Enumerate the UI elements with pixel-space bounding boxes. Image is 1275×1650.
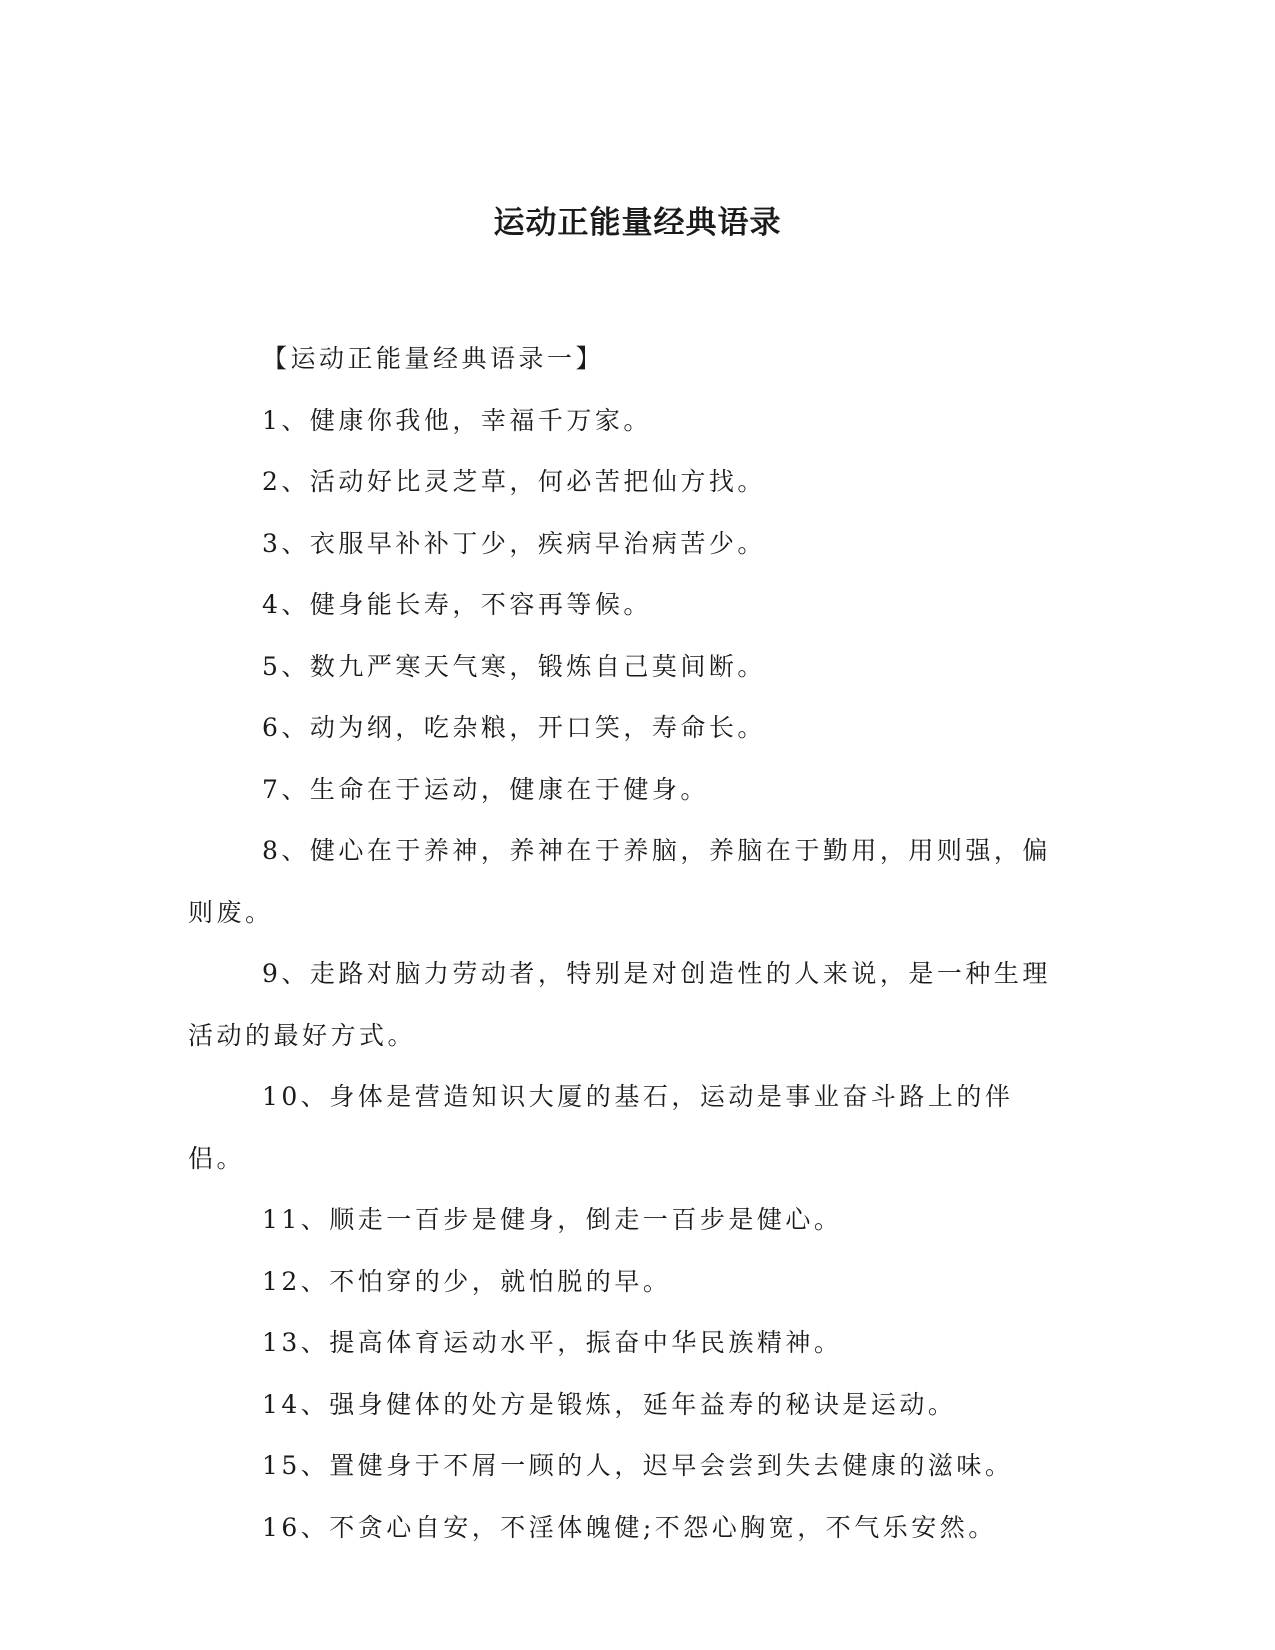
quote-item: 11、顺走一百步是健身，倒走一百步是健心。 [262,1205,843,1234]
quote-item: 9、走路对脑力劳动者，特别是对创造性的人来说，是一种生理活动的最好方式。 [188,959,1051,1050]
document-title: 运动正能量经典语录 [493,205,782,241]
quote-item: 2、活动好比灵芝草，何必苦把仙方找。 [262,467,766,496]
quote-item: 12、不怕穿的少，就怕脱的早。 [262,1266,672,1296]
quote-item: 8、健心在于养神，养神在于养脑，养脑在于勤用，用则强，偏则废。 [188,836,1051,927]
quote-item: 4、健身能长寿，不容再等候。 [262,590,652,619]
section-heading: 【运动正能量经典语录一】 [262,344,605,373]
quote-item: 6、动为纲，吃杂粮，开口笑，寿命长。 [262,713,766,742]
quote-item: 15、置健身于不屑一顾的人，迟早会尝到失去健康的滋味。 [262,1451,1014,1480]
quote-item: 5、数九严寒天气寒，锻炼自己莫间断。 [262,651,766,681]
quote-item: 1、健康你我他，幸福千万家。 [262,405,652,435]
document-body [188,328,1068,1558]
quote-item: 14、强身健体的处方是锻炼，延年益寿的秘诀是运动。 [262,1389,957,1419]
quote-item: 7、生命在于运动，健康在于健身。 [262,774,709,804]
quote-item: 16、不贪心自安，不淫体魄健;不怨心胸宽，不气乐安然。 [262,1512,997,1542]
quote-item: 13、提高体育运动水平，振奋中华民族精神。 [262,1328,843,1357]
quote-item: 10、身体是营造知识大厦的基石，运动是事业奋斗路上的伴侣。 [188,1082,1014,1173]
quote-item: 3、衣服早补补丁少，疾病早治病苦少。 [262,528,766,558]
